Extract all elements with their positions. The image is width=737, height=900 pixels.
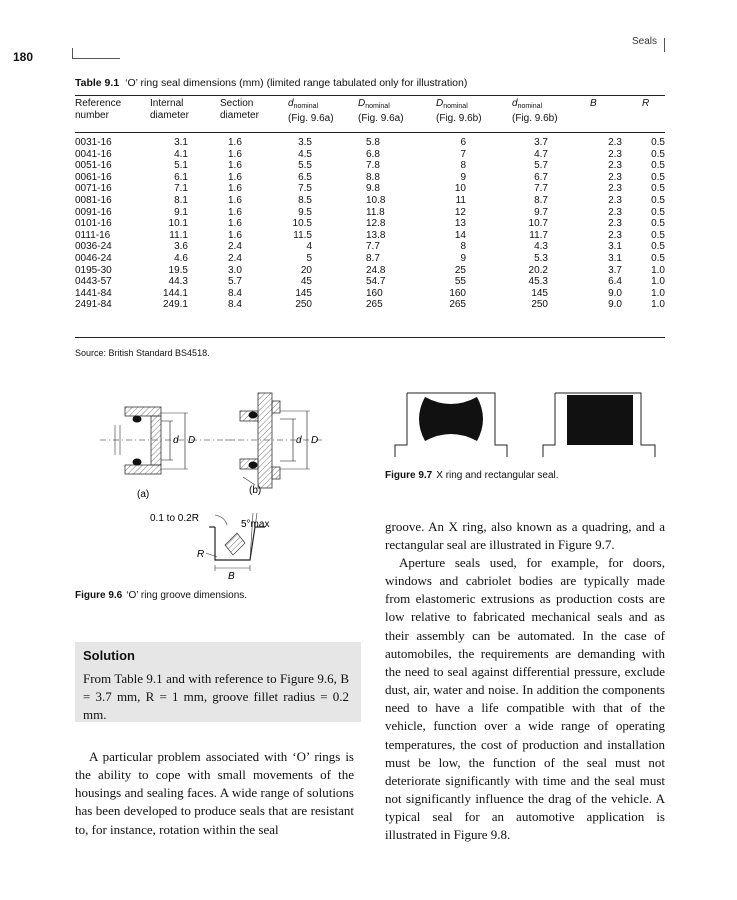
- table-cell: 7.7: [366, 241, 380, 253]
- header-subscript: nominal: [517, 103, 543, 110]
- body-paragraph-right-1: groove. An X ring, also known as a quadring, and a rectangular seal are illustrated in Figure 9.7.: [385, 519, 665, 553]
- table-cell: 14: [454, 229, 466, 241]
- table-cell: 0.5: [651, 218, 665, 230]
- table-cell: 1.6: [228, 194, 242, 206]
- header-line-2: (Fig. 9.6b): [436, 113, 482, 124]
- table-cell: 7: [460, 148, 466, 160]
- table-cell: 0071-16: [75, 183, 112, 195]
- table-cell: 4: [306, 241, 312, 253]
- table-cell: 8.4: [228, 299, 242, 311]
- header-line-1: Reference: [75, 98, 122, 109]
- table-cell: 5: [306, 252, 312, 264]
- table-cell: 11: [455, 194, 466, 206]
- figure-9-7-caption: [385, 470, 559, 481]
- table-row: [75, 218, 665, 230]
- table-cell: 1.6: [228, 206, 242, 218]
- header-line-2: (Fig. 9.6b): [512, 113, 558, 124]
- header-subscript: nominal: [443, 103, 468, 110]
- table-cell: 3.1: [608, 252, 622, 264]
- o-ring-section: [249, 462, 258, 469]
- table-cell: 3.7: [534, 137, 548, 148]
- o-ring-section: [133, 416, 142, 423]
- table-header-cell: [75, 98, 150, 129]
- figure-9-6-drawing: [75, 385, 375, 585]
- table-cell: 2.4: [228, 252, 242, 264]
- table-row: [75, 207, 665, 219]
- table-row: [75, 183, 665, 195]
- solution-title: Solution: [83, 648, 135, 663]
- table-cell: 1.6: [228, 229, 242, 241]
- header-subscript: nominal: [365, 103, 390, 110]
- subfigure-label-b: (b): [249, 485, 262, 496]
- table-cell: 1.0: [651, 287, 665, 299]
- table-cell: 8.1: [174, 194, 188, 206]
- table-cell: 1.0: [651, 299, 665, 311]
- table-header-cell: [220, 98, 288, 129]
- table-cell: 3.0: [228, 264, 242, 276]
- table-cell: 20: [300, 264, 312, 276]
- table-cell: 25: [454, 264, 466, 276]
- table-cell: 1.6: [228, 160, 242, 172]
- table-cell: 0443-57: [75, 276, 112, 288]
- table-cell: 1.6: [228, 183, 242, 195]
- figure-9-7-caption-text: X ring and rectangular seal.: [436, 470, 559, 481]
- table-cell: 1.0: [651, 264, 665, 276]
- table-cell: 10: [454, 183, 466, 195]
- table-cell: 1.6: [228, 148, 242, 160]
- body-paragraph-right-2: Aperture seals used, for example, for doors, windows and cabriolet bodies are typically made from elastomeric extrusions as production costs are low relative to fabricated mechanical seals and as their assembly can be automated. In the case of automobiles, the requirements are demanding with the need to seal against differential pressure, exclude dust, air, water and noise. In addition the components need to have a life compatible with that of the vehicle, function over a wide range of operating temperatures, the cost of production and installation must be low, the function of the seal must not deteriorate significantly with time and the seal must not significantly influence the drag of the vehicle. A typical seal for an automotive application is illustrated in Figure 9.8.: [385, 555, 665, 843]
- table-cell: 2.3: [608, 183, 622, 195]
- table-cell: 0.5: [651, 183, 665, 195]
- table-cell: 265: [366, 299, 383, 311]
- table-header-cell: [642, 98, 665, 129]
- table-cell: 0.5: [651, 171, 665, 183]
- running-head: Seals: [631, 36, 657, 47]
- table-cell: 10.8: [366, 194, 386, 206]
- table-cell: 2.4: [228, 241, 242, 253]
- table-cell: 5.5: [298, 160, 312, 172]
- o-ring-section: [249, 412, 258, 419]
- header-symbol: R: [642, 98, 650, 109]
- angle-label: 5°max: [241, 519, 270, 530]
- table-cell: 11.8: [366, 206, 385, 218]
- header-symbol: d: [288, 98, 294, 109]
- table-cell: 3.7: [608, 264, 622, 276]
- table-cell: 1.0: [651, 276, 665, 288]
- table-cell: 19.5: [168, 264, 188, 276]
- table-cell: 4.6: [174, 252, 188, 264]
- table-cell: 5.1: [174, 160, 188, 172]
- figure-9-6-label: Figure 9.6: [75, 590, 123, 601]
- table-cell: 45.3: [528, 276, 548, 288]
- table-cell: 1.6: [228, 137, 242, 148]
- table-cell: 5.7: [228, 276, 242, 288]
- table-cell: 8: [460, 241, 466, 253]
- header-symbol: B: [590, 98, 597, 109]
- figure-label-d: d: [173, 435, 179, 446]
- table-cell: 0.5: [651, 160, 665, 172]
- table-cell: 20.2: [528, 264, 548, 276]
- header-line-2: (Fig. 9.6a): [358, 113, 404, 124]
- table-header-cell: [512, 98, 590, 129]
- table-cell: 13: [454, 218, 466, 230]
- figure-9-6a-housing: [100, 407, 235, 474]
- table-cell: 145: [295, 287, 312, 299]
- table-cell: 9.7: [534, 206, 548, 218]
- table-cell: 7.7: [534, 183, 548, 195]
- table-cell: 13.8: [366, 229, 386, 241]
- width-label: B: [228, 571, 235, 582]
- table-cell: 9.5: [298, 206, 312, 218]
- table-cell: 9.0: [608, 299, 622, 311]
- rectangular-seal-section: [567, 395, 633, 445]
- table-cell: 8.8: [366, 171, 380, 183]
- header-line-2: number: [75, 110, 109, 121]
- table-cell: 250: [295, 299, 312, 311]
- subfigure-label-a: (a): [137, 489, 150, 500]
- running-head-tick: [664, 38, 665, 52]
- table-cell: 7.8: [366, 160, 380, 172]
- table-cell: 0046-24: [75, 252, 112, 264]
- table-cell: 7.1: [174, 183, 188, 195]
- table-header-cell: [590, 98, 642, 129]
- table-cell: 0.5: [651, 194, 665, 206]
- table-cell: 0.5: [651, 148, 665, 160]
- table-row: [75, 129, 665, 149]
- table-cell: 0036-24: [75, 241, 112, 253]
- solution-box: [75, 642, 361, 722]
- table-cell: 4.5: [298, 148, 312, 160]
- table-cell: 5.8: [366, 137, 380, 148]
- header-symbol: D: [436, 98, 444, 109]
- table-row: [75, 195, 665, 207]
- dimensions-table: [75, 98, 665, 311]
- table-cell: 3.1: [608, 241, 622, 253]
- figure-9-7-label: Figure 9.7: [385, 470, 433, 481]
- header-line-2: (Fig. 9.6a): [288, 113, 334, 124]
- table-rule-top: [75, 95, 665, 96]
- page-number: 180: [13, 50, 34, 64]
- table-rule-bottom: [75, 337, 665, 338]
- table-cell: 8.7: [366, 252, 380, 264]
- table-cell: 0.5: [651, 206, 665, 218]
- table-row: [75, 288, 665, 300]
- table-cell: 0111-16: [75, 229, 111, 241]
- table-cell: 160: [366, 287, 383, 299]
- table-cell: 11.5: [293, 229, 312, 241]
- figure-label-D: D: [188, 435, 196, 446]
- table-cell: 10.1: [168, 218, 188, 230]
- table-cell: 0081-16: [75, 194, 112, 206]
- header-rule: [72, 58, 120, 59]
- table-cell: 7.5: [298, 183, 312, 195]
- table-cell: 250: [531, 299, 548, 311]
- table-cell: 2.3: [608, 160, 622, 172]
- header-subscript: nominal: [293, 103, 319, 110]
- table-cell: 9: [460, 252, 466, 264]
- table-cell: 249.1: [162, 299, 188, 311]
- table-cell: 9: [460, 171, 466, 183]
- table-cell: 0051-16: [75, 160, 112, 172]
- o-ring-section: [133, 459, 142, 466]
- table-label: Table 9.1: [75, 77, 120, 89]
- header-line-1: Section: [220, 98, 254, 109]
- table-cell: 2.3: [608, 218, 622, 230]
- table-row: [75, 149, 665, 161]
- table-cell: 2491-84: [75, 299, 112, 311]
- table-cell: 11.7: [529, 229, 548, 241]
- table-cell: 0101-16: [75, 218, 112, 230]
- table-cell: 44.3: [168, 276, 188, 288]
- table-cell: 45: [300, 276, 312, 288]
- table-cell: 0.5: [651, 252, 665, 264]
- table-cell: 2.3: [608, 171, 622, 183]
- figure-9-7-drawing: [385, 385, 665, 465]
- table-caption-text: ‘O’ ring seal dimensions (mm) (limited range tabulated only for illustration): [125, 77, 468, 89]
- x-ring-section: [419, 397, 483, 441]
- table-cell: 4.1: [174, 148, 188, 160]
- table-cell: 5.7: [534, 160, 548, 172]
- table-cell: 265: [449, 299, 466, 311]
- table-header: [75, 98, 665, 129]
- table-body: [75, 129, 665, 311]
- table-row: [75, 253, 665, 265]
- table-cell: 2.3: [608, 148, 622, 160]
- table-cell: 145: [531, 287, 548, 299]
- table-cell: 144.1: [162, 287, 188, 299]
- figure-label-d-b: d: [296, 435, 302, 446]
- table-cell: 2.3: [608, 137, 622, 148]
- table-header-row: [75, 98, 665, 129]
- table-cell: 11.1: [169, 229, 188, 241]
- table-cell: 0.5: [651, 229, 665, 241]
- table-cell: 3.1: [174, 137, 188, 148]
- table-header-cell: [436, 98, 512, 129]
- table-row: [75, 276, 665, 288]
- table-cell: 6.4: [608, 276, 622, 288]
- table-cell: 8.7: [534, 194, 548, 206]
- table-row: [75, 241, 665, 253]
- table-caption: [75, 77, 467, 89]
- figure-label-D-b: D: [311, 435, 319, 446]
- table-cell: 0091-16: [75, 206, 112, 218]
- figure-9-6-caption-text: ‘O’ ring groove dimensions.: [126, 590, 248, 601]
- table-cell: 10.7: [528, 218, 548, 230]
- table-cell: 6: [460, 137, 466, 148]
- table-cell: 8: [460, 160, 466, 172]
- table-header-cell: [358, 98, 436, 129]
- table-cell: 6.8: [366, 148, 380, 160]
- table-cell: 9.1: [174, 206, 188, 218]
- table-cell: 160: [449, 287, 466, 299]
- table-cell: 3.6: [174, 241, 188, 253]
- table-cell: 0.5: [651, 137, 665, 148]
- table-row: [75, 230, 665, 242]
- table-cell: 54.7: [366, 276, 386, 288]
- header-line-2: diameter: [220, 110, 259, 121]
- table-cell: 8.4: [228, 287, 242, 299]
- table-cell: 1.6: [228, 171, 242, 183]
- table-cell: 1.6: [228, 218, 242, 230]
- table-cell: 55: [454, 276, 466, 288]
- table-row: [75, 265, 665, 277]
- figure-9-6b-housing: [225, 393, 325, 488]
- table-cell: 4.7: [534, 148, 548, 160]
- table-row: [75, 160, 665, 172]
- table-cell: 1441-84: [75, 287, 112, 299]
- header-line-1: Internal: [150, 98, 184, 109]
- table-cell: 5.3: [534, 252, 548, 264]
- table-cell: 6.1: [174, 171, 188, 183]
- table-cell: 10.5: [292, 218, 312, 230]
- body-paragraph-left: A particular problem associated with ‘O’ rings is the ability to cope with small movements of the housings and sealing faces. A wide range of solutions has been developed to produce seals that are resistant to, for instance, rotation within the seal: [75, 749, 354, 837]
- table-cell: 2.3: [608, 194, 622, 206]
- header-line-2: diameter: [150, 110, 189, 121]
- table-header-cell: [288, 98, 358, 129]
- fillet-label: 0.1 to 0.2R: [150, 513, 199, 524]
- table-cell: 9.0: [608, 287, 622, 299]
- table-cell: 9.8: [366, 183, 380, 195]
- table-cell: 24.8: [366, 264, 386, 276]
- table-cell: 2.3: [608, 229, 622, 241]
- table-cell: 6.5: [298, 171, 312, 183]
- table-source: Source: British Standard BS4518.: [75, 348, 210, 358]
- table-cell: 0061-16: [75, 171, 112, 183]
- table-cell: 6.7: [534, 171, 548, 183]
- table-cell: 12.8: [366, 218, 386, 230]
- table-cell: 12: [454, 206, 466, 218]
- table-cell: 0041-16: [75, 148, 112, 160]
- table-row: [75, 299, 665, 311]
- table-cell: 0195-30: [75, 264, 112, 276]
- table-row: [75, 172, 665, 184]
- table-cell: 2.3: [608, 206, 622, 218]
- solution-text: From Table 9.1 and with reference to Figure 9.6, B = 3.7 mm, R = 1 mm, groove fillet radius = 0.2 mm.: [83, 671, 349, 722]
- table-cell: 4.3: [534, 241, 548, 253]
- header-symbol: D: [358, 98, 366, 109]
- table-cell: 3.5: [298, 137, 312, 148]
- table-cell: 8.5: [298, 194, 312, 206]
- radius-label: R: [197, 549, 205, 560]
- table-cell: 0.5: [651, 241, 665, 253]
- table-cell: 0031-16: [75, 137, 112, 148]
- figure-9-6-caption: [75, 590, 247, 601]
- table-header-cell: [150, 98, 220, 129]
- header-symbol: d: [512, 98, 518, 109]
